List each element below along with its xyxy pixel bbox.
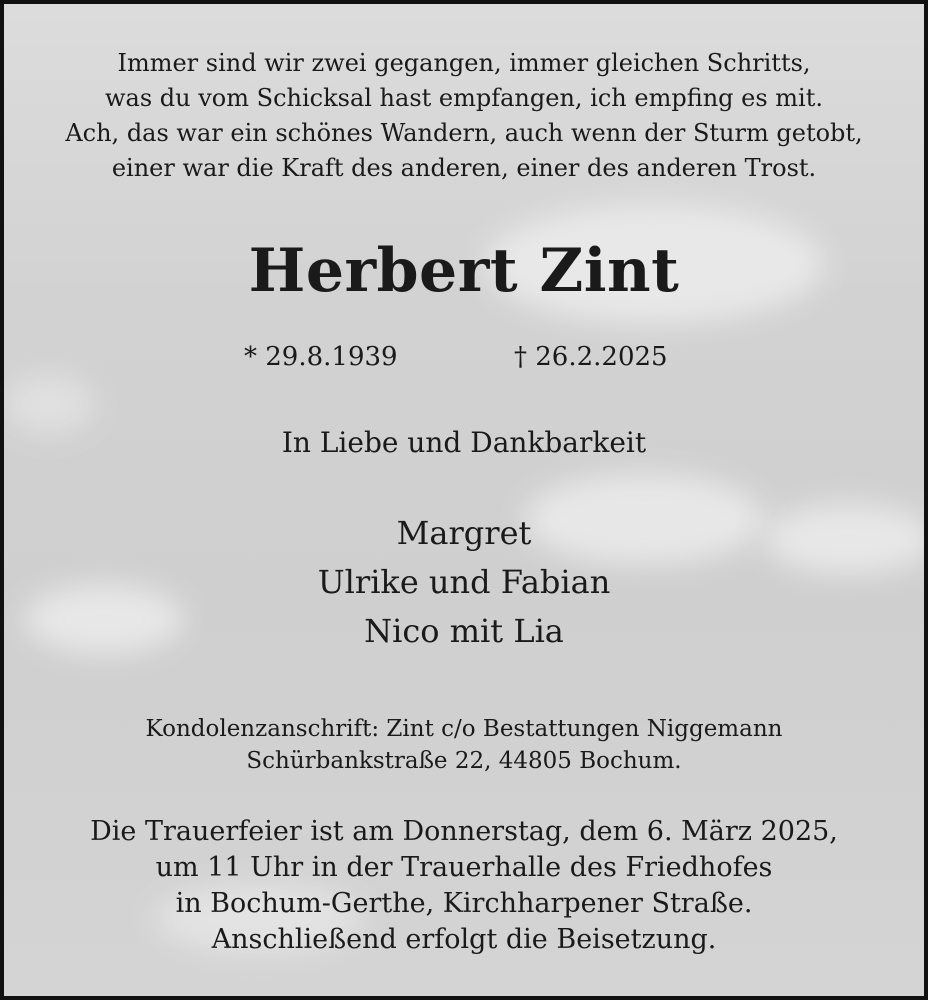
death-date: † 26.2.2025	[514, 342, 668, 372]
mourner-name: Ulrike und Fabian	[317, 563, 611, 601]
funeral-line: Die Trauerfeier ist am Donnerstag, dem 6. März 2025,	[90, 816, 838, 847]
cloud-decoration	[4, 374, 94, 434]
funeral-line: um 11 Uhr in der Trauerhalle des Friedhofes	[155, 852, 773, 883]
mourner-name: Nico mit Lia	[364, 612, 564, 650]
poem-line: was du vom Schicksal hast empfangen, ich empfing es mit.	[104, 84, 824, 112]
condolence-address	[4, 713, 924, 777]
mourners-list	[4, 509, 924, 656]
funeral-info	[4, 814, 924, 958]
dedication-line: In Liebe und Dankbarkeit	[281, 426, 647, 459]
address-line: Schürbankstraße 22, 44805 Bochum.	[246, 748, 682, 774]
deceased-name: Herbert Zint	[248, 236, 680, 306]
address-line: Kondolenzanschrift: Zint c/o Bestattungen Niggemann	[145, 716, 783, 742]
mourner-name: Margret	[396, 514, 532, 552]
poem-line: Immer sind wir zwei gegangen, immer gleichen Schritts,	[117, 49, 811, 77]
funeral-line: in Bochum-Gerthe, Kirchharpener Straße.	[175, 888, 753, 919]
poem-line: einer war die Kraft des anderen, einer des anderen Trost.	[111, 154, 817, 182]
funeral-line: Anschließend erfolgt die Beisetzung.	[211, 924, 717, 955]
memorial-poem	[4, 46, 924, 186]
poem-line: Ach, das war ein schönes Wandern, auch wenn der Sturm getobt,	[65, 119, 863, 147]
birth-date: * 29.8.1939	[244, 342, 398, 372]
